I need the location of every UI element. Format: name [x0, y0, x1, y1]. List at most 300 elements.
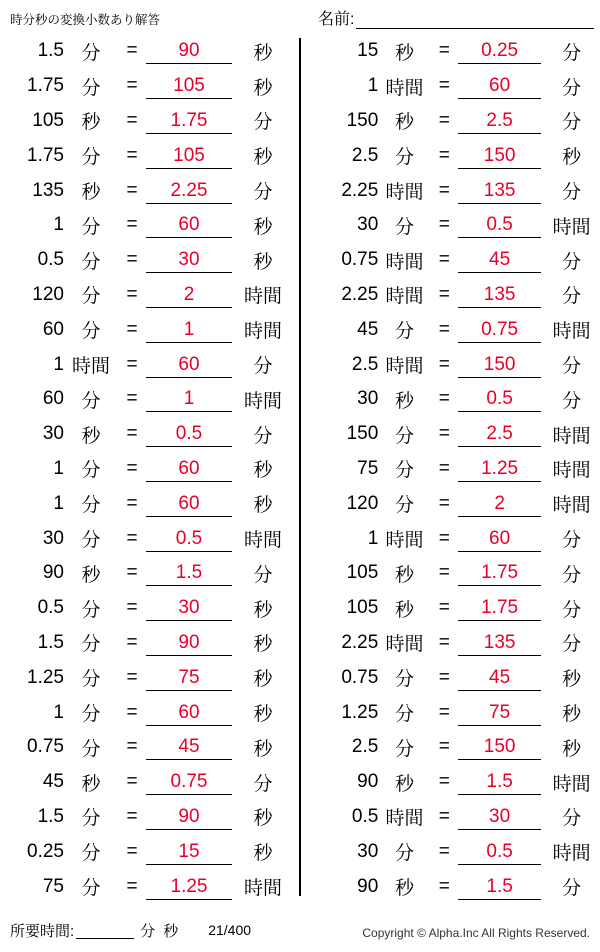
answer-field[interactable]: 1.25 [458, 456, 541, 482]
answer-field[interactable]: 2.5 [458, 108, 541, 134]
question-number: 150 [346, 109, 379, 131]
question-unit: 時間 [385, 77, 424, 99]
equals-sign: = [126, 249, 138, 271]
worksheet-footer [0, 908, 600, 952]
question-unit: 分 [81, 321, 101, 343]
answer-unit: 秒 [253, 599, 273, 621]
answer-unit: 分 [562, 530, 582, 552]
equals-sign: = [438, 875, 450, 897]
equals-sign: = [438, 666, 450, 688]
answer-unit: 分 [562, 634, 582, 656]
answer-unit: 秒 [253, 495, 273, 517]
answer-field[interactable]: 0.5 [458, 212, 541, 238]
question-number: 75 [42, 875, 64, 897]
problem-row [6, 486, 288, 521]
problem-columns [0, 34, 600, 904]
equals-sign: = [126, 214, 138, 236]
problem-row [322, 695, 594, 730]
question-unit: 分 [81, 669, 101, 691]
problem-row [322, 417, 594, 452]
equals-sign: = [126, 875, 138, 897]
answer-field[interactable]: 1.5 [458, 769, 541, 795]
answer-unit: 分 [253, 773, 273, 795]
answer-unit: 秒 [562, 704, 582, 726]
equals-sign: = [438, 701, 450, 723]
question-number: 90 [357, 771, 379, 793]
problem-row [6, 138, 288, 173]
question-number: 2.5 [351, 144, 379, 166]
equals-sign: = [438, 736, 450, 758]
answer-field[interactable]: 1.5 [146, 560, 232, 586]
equals-sign: = [126, 318, 138, 340]
question-number: 30 [42, 527, 64, 549]
answer-field[interactable]: 0.25 [458, 38, 541, 64]
question-unit: 分 [394, 216, 414, 238]
answer-unit: 分 [562, 564, 582, 586]
answer-unit: 分 [562, 251, 582, 273]
question-number: 1 [53, 353, 64, 375]
answer-unit: 秒 [253, 634, 273, 656]
answer-unit: 時間 [243, 530, 282, 552]
problem-row [322, 104, 594, 139]
question-number: 1.5 [37, 631, 64, 653]
problem-row [322, 173, 594, 208]
answer-field[interactable]: 135 [458, 630, 541, 656]
question-number: 1 [53, 214, 64, 236]
time-minutes-input[interactable] [76, 921, 134, 939]
question-number: 1.25 [27, 666, 64, 688]
answer-unit: 分 [562, 182, 582, 204]
question-number: 2.25 [341, 631, 379, 653]
answer-unit: 分 [562, 42, 582, 64]
equals-sign: = [438, 805, 450, 827]
answer-unit: 秒 [562, 147, 582, 169]
problem-row [6, 765, 288, 800]
question-unit: 分 [81, 634, 101, 656]
question-unit: 秒 [394, 773, 414, 795]
answer-unit: 秒 [253, 147, 273, 169]
question-unit: 時間 [385, 808, 424, 830]
question-number: 90 [357, 875, 379, 897]
answer-field[interactable]: 30 [458, 804, 541, 830]
answer-unit: 分 [562, 77, 582, 99]
answer-field[interactable]: 30 [146, 247, 232, 273]
question-unit: 時間 [71, 356, 110, 378]
answer-unit: 分 [253, 182, 273, 204]
problem-row [322, 208, 594, 243]
equals-sign: = [126, 109, 138, 131]
equals-sign: = [126, 631, 138, 653]
question-number: 1 [53, 701, 64, 723]
equals-sign: = [438, 353, 450, 375]
problem-row [322, 626, 594, 661]
name-label: 名前: [318, 11, 355, 28]
question-unit: 秒 [394, 564, 414, 586]
question-unit: 分 [394, 460, 414, 482]
question-number: 1.75 [27, 144, 64, 166]
question-unit: 分 [81, 251, 101, 273]
answer-field[interactable]: 0.5 [458, 386, 541, 412]
answer-field[interactable]: 45 [146, 734, 232, 760]
equals-sign: = [126, 597, 138, 619]
equals-sign: = [126, 40, 138, 62]
answer-field[interactable]: 135 [458, 178, 541, 204]
problem-row [322, 765, 594, 800]
left-problem-column [6, 34, 300, 904]
answer-unit: 分 [562, 878, 582, 900]
problem-row [6, 347, 288, 382]
equals-sign: = [438, 423, 450, 445]
question-number: 2.5 [351, 353, 379, 375]
equals-sign: = [126, 75, 138, 97]
question-unit: 秒 [394, 112, 414, 134]
problem-row [322, 730, 594, 765]
equals-sign: = [438, 283, 450, 305]
answer-field[interactable]: 1.25 [146, 874, 232, 900]
equals-sign: = [438, 840, 450, 862]
equals-sign: = [438, 214, 450, 236]
answer-unit: 分 [253, 425, 273, 447]
equals-sign: = [438, 388, 450, 410]
answer-unit: 時間 [552, 773, 591, 795]
problem-row [6, 173, 288, 208]
question-number: 105 [346, 562, 379, 584]
problem-row [6, 660, 288, 695]
problem-row [322, 800, 594, 835]
equals-sign: = [438, 109, 450, 131]
answer-unit: 秒 [562, 738, 582, 760]
question-unit: 分 [394, 704, 414, 726]
problem-row [6, 834, 288, 869]
question-unit: 分 [81, 147, 101, 169]
question-unit: 秒 [394, 42, 414, 64]
question-unit: 分 [81, 495, 101, 517]
name-field-area [318, 6, 594, 29]
question-number: 90 [42, 562, 64, 584]
answer-field[interactable]: 90 [146, 804, 232, 830]
question-number: 1 [53, 492, 64, 514]
question-number: 30 [357, 388, 379, 410]
problem-row [6, 730, 288, 765]
question-number: 120 [346, 492, 379, 514]
answer-field[interactable]: 0.5 [146, 526, 232, 552]
equals-sign: = [126, 666, 138, 688]
problem-row [6, 104, 288, 139]
question-unit: 分 [394, 425, 414, 447]
problem-row [322, 834, 594, 869]
question-number: 1.5 [37, 40, 64, 62]
question-number: 1 [53, 457, 64, 479]
question-unit: 分 [81, 599, 101, 621]
answer-field[interactable]: 1 [146, 317, 232, 343]
question-number: 15 [357, 40, 379, 62]
answer-field[interactable]: 1.75 [146, 108, 232, 134]
answer-field[interactable]: 75 [458, 700, 541, 726]
question-number: 2.5 [351, 736, 379, 758]
answer-field[interactable]: 150 [458, 734, 541, 760]
answer-unit: 分 [253, 564, 273, 586]
question-number: 120 [32, 283, 64, 305]
question-number: 75 [357, 457, 379, 479]
answer-field[interactable]: 60 [146, 700, 232, 726]
question-number: 0.25 [27, 840, 64, 862]
answer-field[interactable]: 2 [146, 282, 232, 308]
answer-field[interactable]: 105 [146, 143, 232, 169]
problem-row [322, 138, 594, 173]
question-unit: 分 [394, 321, 414, 343]
question-number: 0.5 [37, 597, 64, 619]
answer-field[interactable]: 1.75 [458, 595, 541, 621]
question-number: 1.75 [27, 75, 64, 97]
equals-sign: = [126, 144, 138, 166]
answer-field[interactable]: 1.75 [458, 560, 541, 586]
answer-field[interactable]: 60 [146, 456, 232, 482]
answer-field[interactable]: 0.5 [146, 421, 232, 447]
problem-row [322, 556, 594, 591]
equals-sign: = [126, 388, 138, 410]
equals-sign: = [126, 423, 138, 445]
answer-field[interactable]: 135 [458, 282, 541, 308]
answer-unit: 分 [562, 599, 582, 621]
equals-sign: = [126, 701, 138, 723]
equals-sign: = [126, 457, 138, 479]
question-unit: 分 [81, 77, 101, 99]
question-unit: 秒 [394, 878, 414, 900]
question-unit: 分 [81, 704, 101, 726]
answer-field[interactable]: 1 [146, 386, 232, 412]
answer-field[interactable]: 2.25 [146, 178, 232, 204]
answer-field[interactable]: 90 [146, 630, 232, 656]
equals-sign: = [438, 75, 450, 97]
equals-sign: = [438, 249, 450, 271]
problem-row [322, 34, 594, 69]
problem-row [322, 347, 594, 382]
question-number: 60 [42, 318, 64, 340]
answer-unit: 分 [562, 286, 582, 308]
answer-unit: 秒 [253, 42, 273, 64]
question-unit: 秒 [81, 182, 101, 204]
problem-row [322, 243, 594, 278]
answer-unit: 分 [562, 390, 582, 412]
question-unit: 分 [81, 42, 101, 64]
column-divider [299, 38, 301, 896]
answer-unit: 分 [562, 356, 582, 378]
question-number: 105 [32, 109, 64, 131]
question-number: 0.75 [341, 249, 379, 271]
answer-field[interactable]: 45 [458, 665, 541, 691]
page-title: 時分秒の変換小数あり解答 [10, 12, 161, 27]
equals-sign: = [438, 597, 450, 619]
answer-field[interactable]: 0.75 [458, 317, 541, 343]
problem-row [6, 556, 288, 591]
answer-unit: 分 [562, 808, 582, 830]
question-number: 45 [357, 318, 379, 340]
answer-field[interactable]: 105 [146, 73, 232, 99]
equals-sign: = [438, 527, 450, 549]
problem-row [6, 800, 288, 835]
answer-unit: 秒 [253, 808, 273, 830]
question-number: 60 [42, 388, 64, 410]
answer-unit: 分 [562, 112, 582, 134]
answer-unit: 分 [253, 356, 273, 378]
sheet-index: 21/400 [208, 922, 252, 938]
equals-sign: = [438, 492, 450, 514]
answer-field[interactable]: 150 [458, 352, 541, 378]
right-problem-column [300, 34, 594, 904]
answer-field[interactable]: 60 [146, 212, 232, 238]
name-input-line[interactable] [356, 10, 594, 29]
question-unit: 秒 [394, 599, 414, 621]
question-number: 30 [357, 214, 379, 236]
answer-field[interactable]: 0.75 [146, 769, 232, 795]
problem-row [322, 452, 594, 487]
question-number: 2.25 [341, 179, 379, 201]
question-unit: 秒 [394, 390, 414, 412]
problem-row [6, 382, 288, 417]
question-unit: 時間 [385, 634, 424, 656]
equals-sign: = [126, 179, 138, 201]
answer-unit: 秒 [253, 843, 273, 865]
answer-field[interactable]: 60 [146, 352, 232, 378]
answer-unit: 秒 [253, 669, 273, 691]
equals-sign: = [438, 562, 450, 584]
question-number: 2.25 [341, 283, 379, 305]
answer-field[interactable]: 0.5 [458, 839, 541, 865]
question-number: 0.5 [37, 249, 64, 271]
question-number: 30 [42, 423, 64, 445]
question-unit: 秒 [81, 564, 101, 586]
answer-field[interactable]: 1.5 [458, 874, 541, 900]
question-unit: 時間 [385, 286, 424, 308]
answer-field[interactable]: 75 [146, 665, 232, 691]
answer-unit: 時間 [552, 425, 591, 447]
equals-sign: = [126, 562, 138, 584]
question-unit: 分 [81, 530, 101, 552]
answer-unit: 秒 [253, 738, 273, 760]
question-unit: 時間 [385, 182, 424, 204]
problem-row [6, 626, 288, 661]
problem-row [6, 243, 288, 278]
question-number: 1.25 [341, 701, 379, 723]
problem-row [322, 382, 594, 417]
equals-sign: = [438, 457, 450, 479]
answer-unit: 時間 [552, 216, 591, 238]
question-unit: 時間 [385, 251, 424, 273]
answer-field[interactable]: 90 [146, 38, 232, 64]
equals-sign: = [126, 492, 138, 514]
equals-sign: = [438, 318, 450, 340]
answer-unit: 秒 [253, 704, 273, 726]
equals-sign: = [126, 771, 138, 793]
question-number: 150 [346, 423, 379, 445]
question-unit: 分 [81, 738, 101, 760]
answer-unit: 秒 [562, 669, 582, 691]
question-unit: 秒 [81, 773, 101, 795]
answer-field[interactable]: 2.5 [458, 421, 541, 447]
question-number: 1 [367, 75, 379, 97]
problem-row [6, 521, 288, 556]
question-number: 105 [346, 597, 379, 619]
question-unit: 分 [394, 843, 414, 865]
answer-field[interactable]: 30 [146, 595, 232, 621]
answer-field[interactable]: 60 [146, 491, 232, 517]
question-number: 0.75 [27, 736, 64, 758]
question-unit: 秒 [81, 425, 101, 447]
problem-row [6, 69, 288, 104]
equals-sign: = [126, 840, 138, 862]
answer-unit: 秒 [253, 460, 273, 482]
question-number: 1.5 [37, 805, 64, 827]
equals-sign: = [438, 631, 450, 653]
time-seconds-unit: 秒 [163, 922, 179, 940]
answer-field[interactable]: 15 [146, 839, 232, 865]
answer-unit: 分 [253, 112, 273, 134]
question-unit: 分 [394, 495, 414, 517]
answer-unit: 時間 [243, 286, 282, 308]
problem-row [322, 312, 594, 347]
question-unit: 分 [394, 669, 414, 691]
answer-unit: 時間 [552, 495, 591, 517]
answer-unit: 秒 [253, 216, 273, 238]
problem-row [322, 869, 594, 904]
problem-row [6, 417, 288, 452]
question-unit: 分 [81, 808, 101, 830]
problem-row [6, 695, 288, 730]
question-unit: 分 [81, 390, 101, 412]
question-unit: 分 [81, 286, 101, 308]
equals-sign: = [126, 736, 138, 758]
question-unit: 時間 [385, 356, 424, 378]
equals-sign: = [126, 527, 138, 549]
answer-field[interactable]: 150 [458, 143, 541, 169]
problem-row [322, 486, 594, 521]
question-unit: 分 [81, 216, 101, 238]
question-unit: 分 [81, 460, 101, 482]
question-number: 0.5 [351, 805, 379, 827]
question-unit: 分 [394, 738, 414, 760]
question-unit: 分 [81, 878, 101, 900]
answer-unit: 時間 [552, 321, 591, 343]
worksheet-header [0, 0, 600, 34]
question-number: 30 [357, 840, 379, 862]
equals-sign: = [438, 144, 450, 166]
problem-row [6, 869, 288, 904]
copyright-notice: Copyright © Alpha.Inc All Rights Reserved. [362, 926, 590, 940]
question-unit: 時間 [385, 530, 424, 552]
answer-unit: 秒 [253, 251, 273, 273]
answer-unit: 時間 [243, 390, 282, 412]
problem-row [322, 521, 594, 556]
equals-sign: = [126, 805, 138, 827]
problem-row [6, 452, 288, 487]
answer-field[interactable]: 2 [458, 491, 541, 517]
problem-row [322, 591, 594, 626]
problem-row [6, 591, 288, 626]
answer-unit: 時間 [552, 843, 591, 865]
question-unit: 分 [81, 843, 101, 865]
question-unit: 分 [394, 147, 414, 169]
answer-unit: 秒 [253, 77, 273, 99]
problem-row [6, 34, 288, 69]
equals-sign: = [438, 179, 450, 201]
problem-row [6, 208, 288, 243]
answer-field[interactable]: 60 [458, 73, 541, 99]
problem-row [322, 69, 594, 104]
equals-sign: = [126, 283, 138, 305]
answer-field[interactable]: 45 [458, 247, 541, 273]
answer-field[interactable]: 60 [458, 526, 541, 552]
question-number: 45 [42, 771, 64, 793]
